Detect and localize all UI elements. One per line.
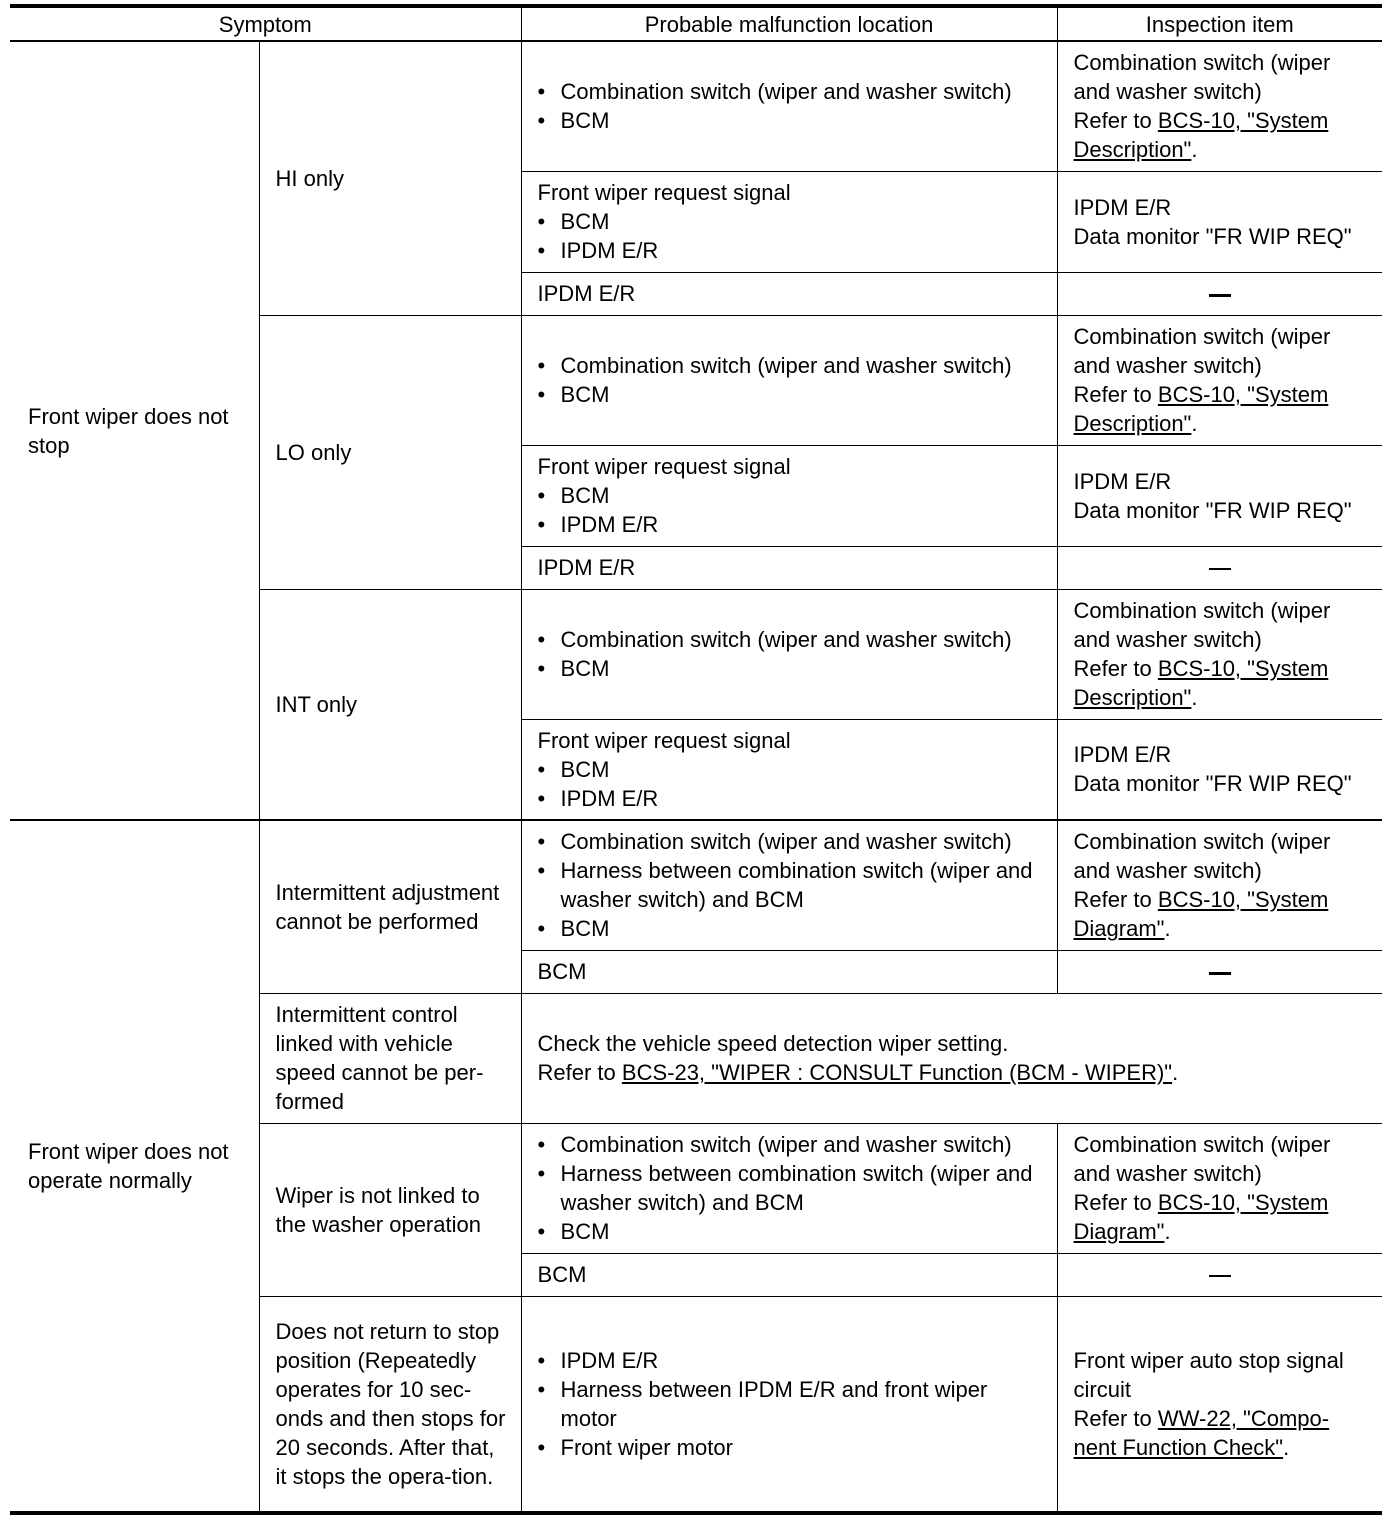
table-header-row [10,6,1382,41]
link-bcs10-system-description[interactable]: BCS-10, "System Description" [1073,108,1329,163]
refer-to-text: Refer to [1073,1190,1158,1215]
condition-intermittent-adjustment: Intermittent adjustment cannot be performed [259,820,521,993]
header-inspection: Inspection item [1057,6,1382,41]
list-item: • BCM [538,654,1045,683]
inspection-cell [1057,1296,1382,1513]
header-location: Probable malfunction location [521,6,1057,41]
table-row [10,41,1382,171]
location-cell: BCM [521,1253,1057,1296]
period-text: . [1191,411,1198,436]
inspection-cell [1057,41,1382,171]
dash-mark [1209,1275,1231,1277]
inspection-cell [1057,315,1382,445]
inspection-text: Data monitor "FR WIP REQ" [1073,771,1352,797]
symptom-front-wiper-does-not-operate-normally: Front wiper does not operate normally [10,820,259,1513]
link-bcs10-system-diagram[interactable]: BCS-10, "System Diagram" [1073,887,1329,942]
condition-does-not-return-to-stop: Does not return to stop position (Repeatedly operates for 10 sec-onds and then stops for 20 seconds. After that, it stops the opera-tion. [259,1296,521,1513]
period-text: . [1172,1060,1179,1085]
header-symptom: Symptom [10,6,521,41]
list-item: • BCM [538,481,1045,510]
inspection-text: Combination switch (wiper and washer switch) [1073,598,1331,652]
inspection-text: Combination switch (wiper and washer switch) [1073,324,1331,378]
list-item: • IPDM E/R [538,784,1045,813]
location-cell [521,820,1057,950]
location-cell [521,315,1057,445]
location-cell [521,171,1057,272]
inspection-cell [1057,820,1382,950]
list-item: • BCM [538,106,1045,135]
location-heading: Front wiper request signal [537,180,791,205]
speed-check-text: Check the vehicle speed detection wiper setting. [537,1031,1009,1056]
list-item: • BCM [538,1217,1045,1246]
refer-to-text: Refer to [1073,382,1158,407]
list-item: • BCM [538,207,1045,236]
location-cell [521,1296,1057,1513]
list-item: • Combination switch (wiper and washer switch) [538,625,1045,654]
condition-lo-only: LO only [259,315,521,589]
location-cell: BCM [521,950,1057,993]
refer-to-text: Refer to [1073,108,1158,134]
location-cell [521,589,1057,719]
location-cell [521,1123,1057,1253]
inspection-cell [1057,589,1382,719]
dash-mark [1209,568,1231,570]
list-item: • IPDM E/R [538,236,1045,265]
location-heading: Front wiper request signal [537,454,791,479]
inspection-cell [1057,719,1382,820]
list-item: • Combination switch (wiper and washer switch) [538,1130,1045,1159]
period-text: . [1164,916,1171,942]
list-item: • BCM [538,914,1045,943]
condition-hi-only: HI only [259,41,521,315]
speed-check-cell [521,993,1382,1123]
inspection-text: Combination switch (wiper and washer switch) [1073,50,1331,105]
period-text: . [1191,685,1198,710]
inspection-text: IPDM E/R [1073,742,1172,768]
link-bcs23-consult-function[interactable]: BCS-23, "WIPER : CONSULT Function (BCM - WIPER)" [621,1060,1173,1085]
inspection-text: Data monitor "FR WIP REQ" [1073,497,1352,523]
location-cell [521,445,1057,546]
link-bcs10-system-diagram[interactable]: BCS-10, "System Diagram" [1073,1190,1329,1244]
list-item: • IPDM E/R [538,510,1045,539]
inspection-text: Front wiper auto stop signal circuit [1073,1347,1344,1402]
location-cell [521,719,1057,820]
inspection-dash [1057,1253,1382,1296]
list-item: • BCM [538,380,1045,409]
location-cell [521,41,1057,171]
symptom-front-wiper-does-not-stop: Front wiper does not stop [10,41,259,820]
location-cell: IPDM E/R [521,546,1057,589]
dash-mark [1209,972,1231,975]
list-item: • Combination switch (wiper and washer switch) [538,351,1045,380]
list-item: • Harness between IPDM E/R and front wiper motor [538,1375,1045,1433]
location-cell: IPDM E/R [521,272,1057,315]
refer-to-text: Refer to [1073,1405,1158,1431]
refer-to-text: Refer to [1073,887,1158,913]
list-item: • Combination switch (wiper and washer switch) [538,827,1045,856]
list-item: • Front wiper motor [538,1433,1045,1462]
period-text: . [1283,1434,1290,1460]
inspection-text: Combination switch (wiper and washer switch) [1073,829,1331,884]
inspection-cell [1057,171,1382,272]
link-bcs10-system-description[interactable]: BCS-10, "System Description" [1073,382,1329,436]
list-item: • Harness between combination switch (wiper and washer switch) and BCM [538,1159,1045,1217]
list-item: • IPDM E/R [538,1346,1045,1375]
table-row [10,820,1382,950]
inspection-text: IPDM E/R [1073,194,1172,220]
condition-intermittent-vehicle-speed: Intermittent control linked with vehicle speed cannot be per-formed [259,993,521,1123]
list-item: • BCM [538,755,1045,784]
condition-not-linked-to-washer: Wiper is not linked to the washer operation [259,1123,521,1296]
period-text: . [1191,137,1198,163]
inspection-dash [1057,272,1382,315]
refer-to-text: Refer to [1073,656,1158,681]
dash-mark [1209,294,1231,297]
inspection-dash [1057,950,1382,993]
inspection-text: Data monitor "FR WIP REQ" [1073,223,1352,249]
link-bcs10-system-description[interactable]: BCS-10, "System Description" [1073,656,1329,710]
period-text: . [1164,1219,1171,1244]
inspection-text: Combination switch (wiper and washer switch) [1073,1132,1331,1186]
inspection-cell [1057,445,1382,546]
list-item: • Combination switch (wiper and washer switch) [538,77,1045,106]
inspection-text: IPDM E/R [1073,468,1172,494]
inspection-dash [1057,546,1382,589]
list-item: • Harness between combination switch (wiper and washer switch) and BCM [538,856,1045,914]
wiper-symptom-table [10,4,1382,1515]
refer-to-text: Refer to [537,1060,622,1085]
link-ww22-component-function-check[interactable]: WW-22, "Compo-nent Function Check" [1073,1405,1330,1460]
condition-int-only: INT only [259,589,521,820]
inspection-cell [1057,1123,1382,1253]
location-heading: Front wiper request signal [537,727,791,753]
